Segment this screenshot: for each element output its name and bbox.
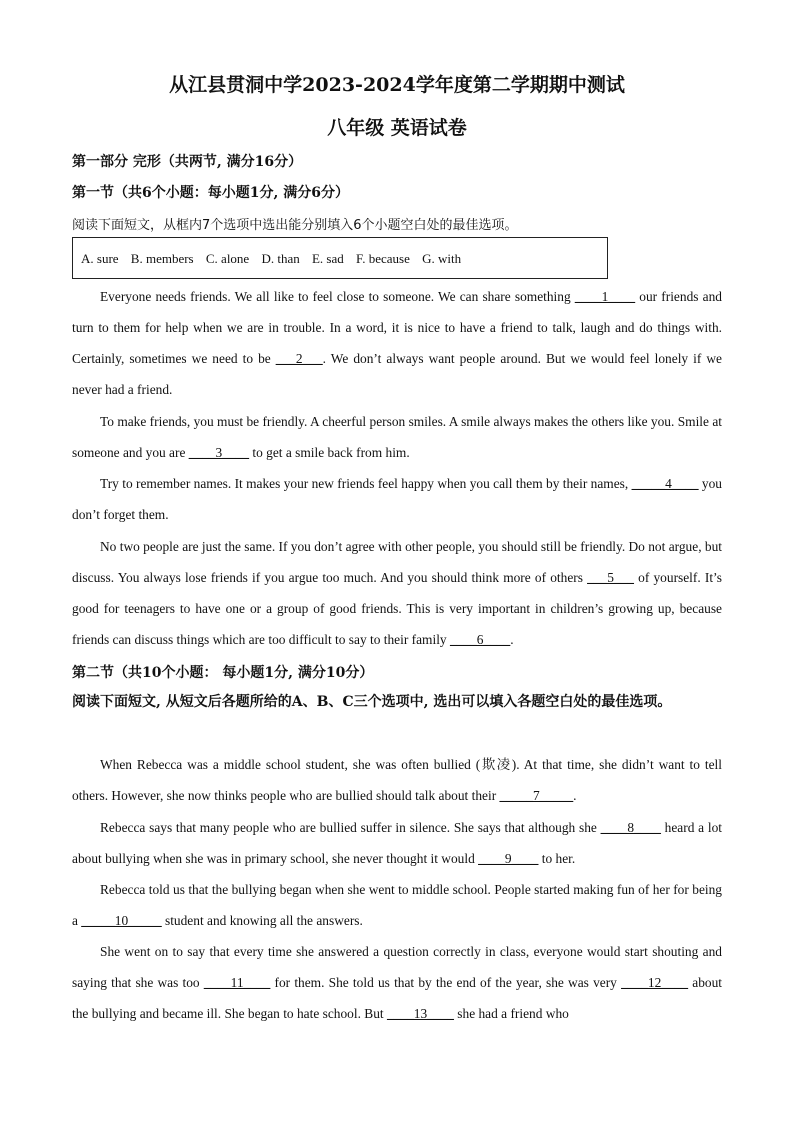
option-c: C. alone <box>205 251 250 266</box>
blank-1: ____1____ <box>574 289 636 304</box>
exam-subtitle: 八年级 英语试卷 <box>327 117 467 139</box>
blank-12: ____12____ <box>621 975 689 990</box>
option-g: G. with <box>422 251 462 266</box>
text: our friends and turn to them for help when we are in trouble. In a word, it is nice to have a friend to talk, laugh and do things with. Certainly, sometimes we need to be <box>72 289 722 366</box>
text: about the bullying and became ill. She began to hate school. But <box>72 975 722 1021</box>
blank-11: ____11____ <box>203 975 271 990</box>
passage2-paragraph-4 <box>72 936 722 1029</box>
option-d: D. than <box>261 251 300 266</box>
text: heard a lot about bullying when she was in primary school, she never thought it would <box>72 820 723 866</box>
option-a: A. sure <box>81 251 119 266</box>
text: Try to remember names. It makes your new friends feel happy when you call them by their names, <box>100 476 632 491</box>
passage2-paragraph-2 <box>72 812 722 874</box>
options-box <box>72 237 608 279</box>
passage2-paragraph-3 <box>72 874 722 936</box>
option-e: E. sad <box>311 251 344 266</box>
blank-5: ___5___ <box>587 570 634 585</box>
text: for them. She told us that by the end of the year, she was very <box>270 975 622 990</box>
text: of yourself. It’s good for teenagers to have one or a group of good friends. This is very important in children’s growing up, because friends can discuss things which are too difficult to say to their family <box>72 570 722 647</box>
text: . We don’t always want people around. But we would feel lonely if we never had a friend. <box>72 351 722 397</box>
blank-4: _____4____ <box>631 476 699 491</box>
section2-instruction: 阅读下面短文, 从短文后各题所给的A、B、C三个选项中, 选出可以填入各题空白处的最佳选项。 <box>72 694 672 710</box>
passage1-paragraph-2 <box>72 406 722 468</box>
text: student and knowing all the answers. <box>161 913 363 928</box>
text: Rebecca says that many people who are bullied suffer in silence. She says that although she <box>100 820 601 835</box>
text: To make friends, you must be friendly. A cheerful person smiles. A smile always makes the others like you. Smile at someone and you are <box>72 414 722 460</box>
text: . <box>510 632 514 647</box>
text: No two people are just the same. If you don’t agree with other people, you should still be friendly. Do not argue, but discuss. You always lose friends if you argue too much. And you should think more of others <box>72 539 722 585</box>
passage1-paragraph-4 <box>72 531 722 655</box>
passage1-paragraph-1 <box>72 281 722 405</box>
text: Everyone needs friends. We all like to feel close to someone. We can share something <box>100 289 575 304</box>
part1-heading: 第一部分 完形（共两节, 满分16分） <box>72 154 303 170</box>
exam-title: 从江县贯洞中学2023-2024学年度第二学期期中测试 <box>169 74 625 96</box>
blank-10: _____10_____ <box>81 913 162 928</box>
text: When Rebecca was a middle school student, she was often bullied (欺凌). At that time, she didn’t want to tell others. However, she now thinks people who are bullied should talk about their <box>72 757 722 803</box>
section1-heading: 第一节（共6个小题：每小题1分, 满分6分） <box>72 185 349 201</box>
option-b: B. members <box>130 251 194 266</box>
text: . <box>573 788 577 803</box>
text: she had a friend who <box>453 1006 569 1021</box>
blank-8: ____8____ <box>600 820 661 835</box>
text: to her. <box>538 851 576 866</box>
blank-13: ____13____ <box>386 1006 454 1021</box>
section2-heading: 第二节（共10个小题： 每小题1分, 满分10分） <box>72 665 374 681</box>
blank-9: ____9____ <box>478 851 539 866</box>
blank-3: ____3____ <box>188 445 250 460</box>
text: She went on to say that every time she answered a question correctly in class, everyone would start shouting and saying that she was too <box>72 944 722 990</box>
text: Rebecca told us that the bullying began when she went to middle school. People started making fun of her for being a <box>72 882 722 928</box>
blank-2: ___2___ <box>275 351 323 366</box>
text: you don’t forget them. <box>72 476 722 522</box>
text: to get a smile back from him. <box>249 445 410 460</box>
option-f: F. because <box>356 251 410 266</box>
blank-6: ____6____ <box>449 632 511 647</box>
passage2-paragraph-1 <box>72 749 722 811</box>
blank-7: _____7_____ <box>499 788 574 803</box>
section1-instruction: 阅读下面短文，从框内7个选项中选出能分别填入6个小题空白处的最佳选项。 <box>72 218 518 233</box>
options-list <box>81 251 470 267</box>
passage1-paragraph-3 <box>72 468 722 530</box>
